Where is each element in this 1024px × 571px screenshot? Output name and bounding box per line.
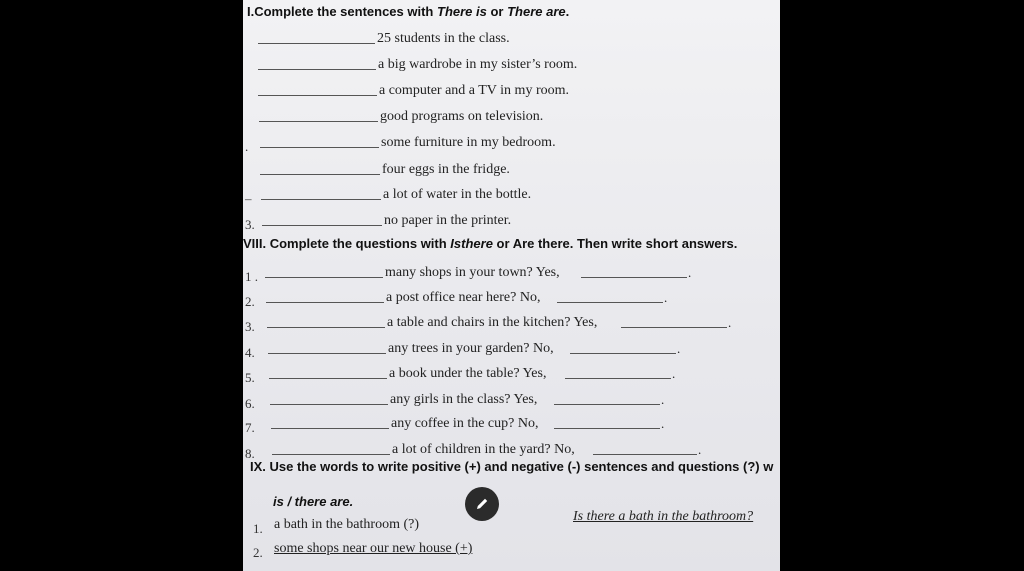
answer-blank[interactable] [270, 392, 388, 405]
list-item [243, 213, 780, 235]
short-answer-blank[interactable] [557, 290, 663, 303]
answer-blank[interactable] [259, 109, 378, 122]
item-text: no paper in the printer. [384, 213, 512, 228]
item-text: a table and chairs in the kitchen? Yes, [387, 315, 598, 330]
answer-blank[interactable] [262, 213, 382, 226]
short-answer-blank[interactable] [581, 265, 687, 278]
list-item [243, 290, 780, 312]
short-answer-blank[interactable] [570, 341, 676, 354]
period: . [661, 416, 665, 431]
answer-blank[interactable] [265, 265, 383, 278]
item-number: 4. [245, 345, 255, 360]
heading-prefix: I.Complete the sentences with [247, 4, 437, 19]
list-item [243, 366, 780, 388]
list-item [243, 187, 780, 209]
short-answer-blank[interactable] [565, 366, 671, 379]
pencil-icon[interactable] [465, 487, 499, 521]
item-text: a post office near here? No, [386, 290, 541, 305]
section-1-heading [247, 4, 569, 19]
heading-there-is: There is [437, 4, 487, 19]
heading-there-are: There are [507, 4, 566, 19]
heading-are-there: Are there [512, 236, 570, 251]
item-number: 2. [245, 294, 255, 309]
item-text: any girls in the class? Yes, [390, 392, 538, 407]
heading-prefix: VIII. Complete the questions with [243, 236, 451, 251]
short-answer-blank[interactable] [554, 392, 660, 405]
item-number: 8. [245, 446, 255, 461]
heading-or: or [486, 4, 508, 19]
list-item [243, 265, 780, 287]
item-text: a book under the table? Yes, [389, 366, 547, 381]
item-number: . [245, 139, 249, 154]
heading-end: . Then write short answers. [569, 236, 738, 251]
item-text: good programs on television. [380, 109, 544, 124]
answer-blank[interactable] [272, 442, 390, 455]
list-item [243, 341, 780, 363]
short-answer-blank[interactable] [621, 315, 727, 328]
item-text: any trees in your garden? No, [388, 341, 554, 356]
list-item [243, 392, 780, 414]
list-item [243, 416, 780, 438]
item-text: 25 students in the class. [377, 31, 510, 46]
answer-blank[interactable] [269, 366, 387, 379]
period: . [672, 366, 676, 381]
answer-blank[interactable] [258, 31, 375, 44]
period: . [661, 392, 665, 407]
item-text: some furniture in my bedroom. [381, 135, 556, 150]
list-item [243, 315, 780, 337]
list-item [243, 83, 780, 105]
item-text: a lot of water in the bottle. [383, 187, 532, 202]
section-9-subheading: is / there are. [273, 494, 354, 509]
pencil-glyph [474, 496, 490, 512]
item-number: 5. [245, 370, 255, 385]
answer-blank[interactable] [268, 341, 386, 354]
answer-blank[interactable] [271, 416, 389, 429]
section-8-heading [243, 236, 737, 251]
list-item [243, 31, 780, 53]
period: . [728, 315, 732, 330]
item-text: a bath in the bathroom (?) [274, 517, 420, 532]
list-item [243, 57, 780, 79]
item-number: 3. [245, 319, 255, 334]
answer-blank[interactable] [260, 162, 380, 175]
item-text: many shops in your town? Yes, [385, 265, 560, 280]
item-number: 3. [245, 217, 255, 232]
list-item [243, 541, 780, 563]
item-number: 6. [245, 396, 255, 411]
period: . [664, 290, 668, 305]
answer-blank[interactable] [261, 187, 381, 200]
answer-blank[interactable] [258, 57, 376, 70]
section-9-heading: IX. Use the words to write positive (+) and negative (-) sentences and questions (?) w [250, 459, 774, 474]
short-answer-blank[interactable] [593, 442, 697, 455]
short-answer-blank[interactable] [554, 416, 660, 429]
item-number: 1. [253, 521, 263, 536]
period: . [698, 442, 702, 457]
answer-blank[interactable] [266, 290, 384, 303]
item-text: any coffee in the cup? No, [391, 416, 539, 431]
item-text: some shops near our new house (+) [274, 541, 473, 556]
example-answer: Is there a bath in the bathroom? [573, 509, 754, 524]
item-number: 1 . [245, 269, 258, 284]
item-number: 2. [253, 545, 263, 560]
list-item [243, 109, 780, 131]
item-text: four eggs in the fridge. [382, 162, 510, 177]
item-text: a computer and a TV in my room. [379, 83, 569, 98]
answer-blank[interactable] [267, 315, 385, 328]
item-text: a big wardrobe in my sister’s room. [378, 57, 578, 72]
item-number: 7. [245, 420, 255, 435]
item-number: – [245, 191, 252, 206]
answer-blank[interactable] [258, 83, 377, 96]
answer-blank[interactable] [260, 135, 379, 148]
list-item [243, 135, 780, 157]
period: . [677, 341, 681, 356]
heading-or: or [492, 236, 513, 251]
period: . [688, 265, 692, 280]
heading-is-there: Isthere [450, 236, 493, 251]
heading-end: . [565, 4, 570, 19]
worksheet-page [243, 0, 780, 571]
list-item [243, 509, 780, 539]
item-text: a lot of children in the yard? No, [392, 442, 575, 457]
list-item [243, 162, 780, 184]
